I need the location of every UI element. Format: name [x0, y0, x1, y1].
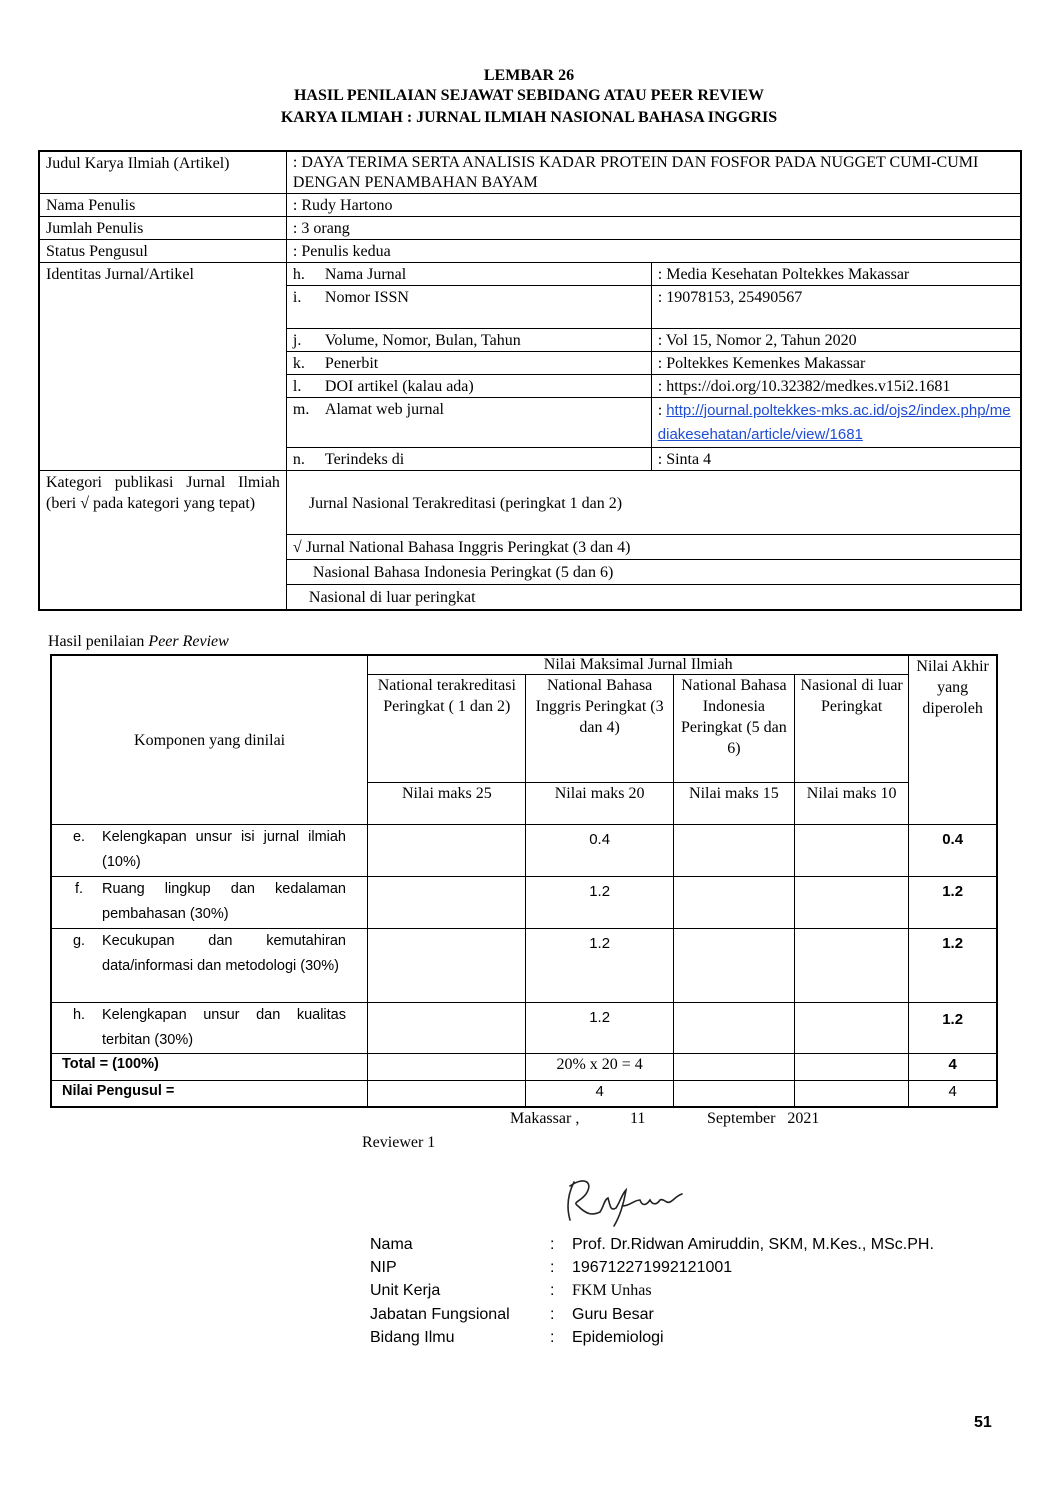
proposer-value: 4 — [526, 1081, 673, 1107]
col-header-unranked: Nasional di luar Peringkat — [795, 675, 909, 783]
page-number: 51 — [974, 1414, 992, 1431]
title-label: Judul Karya Ilmiah (Artikel) — [39, 151, 286, 194]
proposer-value-label: Nilai Pengusul = — [51, 1081, 368, 1107]
reviewer-nip-row: NIP : 196712271992121001 — [370, 1259, 733, 1276]
component-row: f. Ruang lingkup dan kedalaman pembahasan (30%) — [51, 877, 368, 929]
journal-row: i. Nomor ISSN — [286, 286, 651, 329]
col-header-indonesian: National Bahasa Indonesia Peringkat (5 dan 6) — [673, 675, 794, 783]
journal-row: h. Nama Jurnal — [286, 263, 651, 286]
col-header-accredited: National terakreditasi Peringkat ( 1 dan 2) — [368, 675, 526, 783]
total-value: 20% x 20 = 4 — [526, 1054, 673, 1081]
final-score: 1.2 — [909, 929, 997, 1003]
max-10: Nilai maks 10 — [795, 783, 909, 825]
max-value-header: Nilai Maksimal Jurnal Ilmiah — [368, 655, 909, 675]
score-value: 0.4 — [526, 825, 673, 877]
max-25: Nilai maks 25 — [368, 783, 526, 825]
max-20: Nilai maks 20 — [526, 783, 673, 825]
title-value: : DAYA TERIMA SERTA ANALISIS KADAR PROTEIN DAN FOSFOR PADA NUGGET CUMI-CUMI DENGAN PENAMBAHAN BAYAM — [286, 151, 1021, 194]
status-value: : Penulis kedua — [286, 240, 1021, 263]
category-label: Kategori publikasi Jurnal Ilmiah (beri √ pada kategori yang tepat) — [39, 471, 286, 610]
author-count-label: Jumlah Penulis — [39, 217, 286, 240]
document-title: HASIL PENILAIAN SEJAWAT SEBIDANG ATAU PEER REVIEW — [293, 87, 765, 104]
reviewer-field-row: Bidang Ilmu : Epidemiologi — [370, 1329, 664, 1346]
journal-row-value: : 19078153, 25490567 — [651, 286, 1021, 329]
component-row: g. Kecukupan dan kemutahiran data/informasi dan metodologi (30%) — [51, 929, 368, 1003]
journal-row-value: : Sinta 4 — [651, 448, 1021, 471]
journal-row: k. Penerbit — [286, 352, 651, 375]
handwritten-signature — [560, 1172, 690, 1232]
col-header-english: National Bahasa Inggris Peringkat (3 dan 4) — [526, 675, 673, 783]
reviewer-unit-row: Unit Kerja : FKM Unhas — [370, 1282, 652, 1299]
journal-identity-label: Identitas Jurnal/Artikel — [39, 263, 286, 471]
status-label: Status Pengusul — [39, 240, 286, 263]
sheet-number: LEMBAR 26 — [483, 67, 575, 84]
category-option: Jurnal Nasional Terakreditasi (peringkat 1 dan 2) — [286, 471, 1021, 535]
author-count-value: : 3 orang — [286, 217, 1021, 240]
final-score: 1.2 — [909, 1003, 997, 1054]
journal-row-value: : Poltekkes Kemenkes Makassar — [651, 352, 1021, 375]
total-final: 4 — [909, 1054, 997, 1081]
component-header: Komponen yang dinilai — [51, 655, 368, 825]
reviewer-position-row: Jabatan Fungsional : Guru Besar — [370, 1306, 654, 1323]
reviewer-label: Reviewer 1 — [362, 1134, 436, 1151]
component-row: e. Kelengkapan unsur isi jurnal ilmiah (10%) — [51, 825, 368, 877]
reviewer-name-row: Nama : Prof. Dr.Ridwan Amiruddin, SKM, M.Kes., MSc.PH. — [370, 1236, 934, 1253]
review-caption: Hasil penilaian Peer Review — [48, 633, 229, 650]
journal-web-link[interactable]: http://journal.poltekkes-mks.ac.id/ojs2/index.php/mediakesehatan/article/view/1681 — [657, 402, 1011, 443]
score-value: 1.2 — [526, 1003, 673, 1054]
author-value: : Rudy Hartono — [286, 194, 1021, 217]
category-option: Nasional di luar peringkat — [286, 585, 1021, 610]
sign-city: Makassar , — [510, 1110, 580, 1127]
review-table — [50, 654, 998, 1108]
proposer-final: 4 — [909, 1081, 997, 1107]
journal-row-value: : http://journal.poltekkes-mks.ac.id/ojs2/index.php/mediakesehatan/article/view/1681 — [651, 398, 1021, 448]
sign-month-year: September 2021 — [707, 1110, 820, 1127]
journal-row: n. Terindeks di — [286, 448, 651, 471]
journal-row: l. DOI artikel (kalau ada) — [286, 375, 651, 398]
journal-row-value: : Media Kesehatan Poltekkes Makassar — [651, 263, 1021, 286]
sign-day: 11 — [630, 1110, 646, 1127]
journal-row: m. Alamat web jurnal — [286, 398, 651, 448]
author-label: Nama Penulis — [39, 194, 286, 217]
journal-row: j. Volume, Nomor, Bulan, Tahun — [286, 329, 651, 352]
final-score: 1.2 — [909, 877, 997, 929]
final-score: 0.4 — [909, 825, 997, 877]
total-label: Total = (100%) — [51, 1054, 368, 1081]
max-15: Nilai maks 15 — [673, 783, 794, 825]
score-value: 1.2 — [526, 877, 673, 929]
identity-table — [38, 150, 1022, 611]
category-option-checked: √ Jurnal National Bahasa Inggris Peringkat (3 dan 4) — [286, 535, 1021, 560]
category-option: Nasional Bahasa Indonesia Peringkat (5 dan 6) — [286, 560, 1021, 585]
final-value-header: Nilai Akhir yang diperoleh — [909, 655, 997, 825]
document-subtitle: KARYA ILMIAH : JURNAL ILMIAH NASIONAL BAHASA INGGRIS — [280, 109, 778, 126]
journal-row-value: : https://doi.org/10.32382/medkes.v15i2.1681 — [651, 375, 1021, 398]
component-row: h. Kelengkapan unsur dan kualitas terbitan (30%) — [51, 1003, 368, 1054]
score-value: 1.2 — [526, 929, 673, 1003]
journal-row-value: : Vol 15, Nomor 2, Tahun 2020 — [651, 329, 1021, 352]
